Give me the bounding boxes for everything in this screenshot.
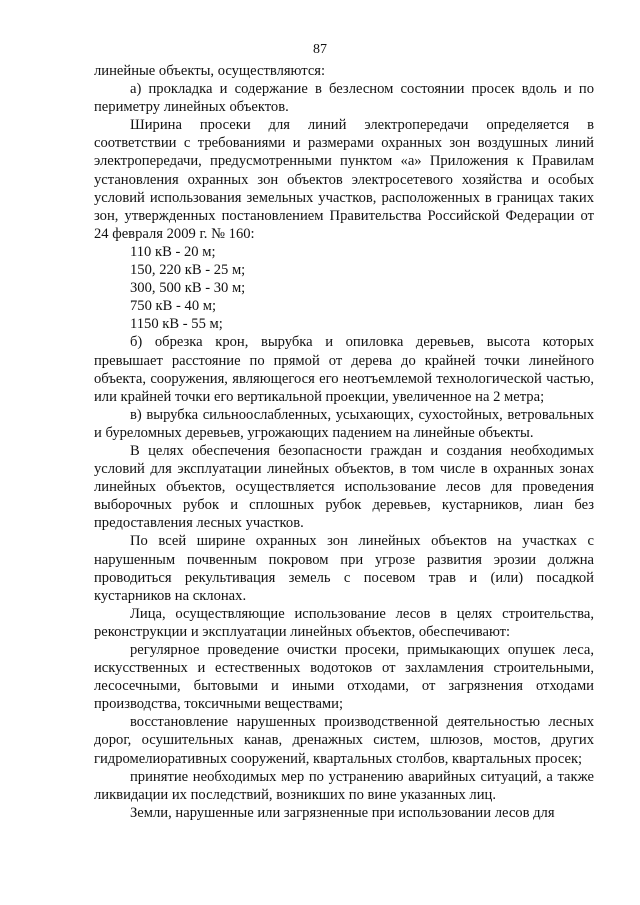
paragraph: Земли, нарушенные или загрязненные при использовании лесов для <box>130 804 555 821</box>
paragraph: По всей ширине охранных зон линейных объектов на участках с нарушенным почвенным покровом при угрозе развития эрозии должна проводиться рекультивация земель с посевом трав и (или) посадкой кустарников на склонах. <box>94 533 594 604</box>
paragraph: Лица, осуществляющие использование лесов в целях строительства, реконструкции и эксплуатации линейных объектов, обеспечивают: <box>94 605 594 640</box>
paragraph: линейные объекты, осуществляются: <box>94 63 326 79</box>
paragraph: регулярное проведение очистки просеки, примыкающих опушек леса, искусственных и естественных водотоков от захламления строительными, лесосечными, бытовыми и иными отходами, от загрязнения отходами производства, токсичными веществами; <box>94 642 594 713</box>
paragraph: восстановление нарушенных производственной деятельностью лесных дорог, осушительных канав, дренажных систем, шлюзов, мостов, других гидромелиоративных сооружений, квартальных столбов, квартальных просек; <box>94 714 594 767</box>
list-item: 150, 220 кВ - 25 м; <box>130 262 246 279</box>
paragraph: в) вырубка сильноослабленных, усыхающих, сухостойных, ветровальных и буреломных деревьев, угрожающих падением на линейные объекты. <box>94 406 594 441</box>
paragraph: б) обрезка крон, вырубка и опиловка деревьев, высота которых превышает расстояние по прямой от дерева до крайней точки линейного объекта, сооружения, являющегося его неотъемлемой технологической частью, или крайней точки его вертикальной проекции, увеличенное на 2 метра; <box>94 334 594 405</box>
paragraph: Ширина просеки для линий электропередачи определяется в соответствии с требованиями и размерами охранных зон воздушных линий электропередачи, предусмотренными пунктом «а» Приложения к Правилам установления охранных зон объектов электросетевого хозяйства и особых условий использования земельных участков, расположенных в границах таких зон, утвержденных постановлением Правительства Российской Федерации от 24 февраля 2009 г. № 160: <box>94 117 594 242</box>
paragraph: В целях обеспечения безопасности граждан и создания необходимых условий для эксплуатации линейных объектов, в том числе в охранных зонах линейных объектов, осуществляется использование лесов для проведения выборочных рубок и сплошных рубок деревьев, кустарников, лиан без предоставления лесных участков. <box>94 442 594 532</box>
paragraph: а) прокладка и содержание в безлесном состоянии просек вдоль и по периметру линейных объектов. <box>94 81 594 116</box>
list-item: 300, 500 кВ - 30 м; <box>130 280 246 297</box>
list-item: 750 кВ - 40 м; <box>130 298 217 315</box>
page-number: 87 <box>313 42 327 57</box>
list-item: 110 кВ - 20 м; <box>130 243 216 260</box>
body-text <box>94 62 594 822</box>
list-item: 1150 кВ - 55 м; <box>130 316 223 333</box>
paragraph: принятие необходимых мер по устранению аварийных ситуаций, а также ликвидации их последствий, возникших по вине указанных лиц. <box>94 768 594 803</box>
